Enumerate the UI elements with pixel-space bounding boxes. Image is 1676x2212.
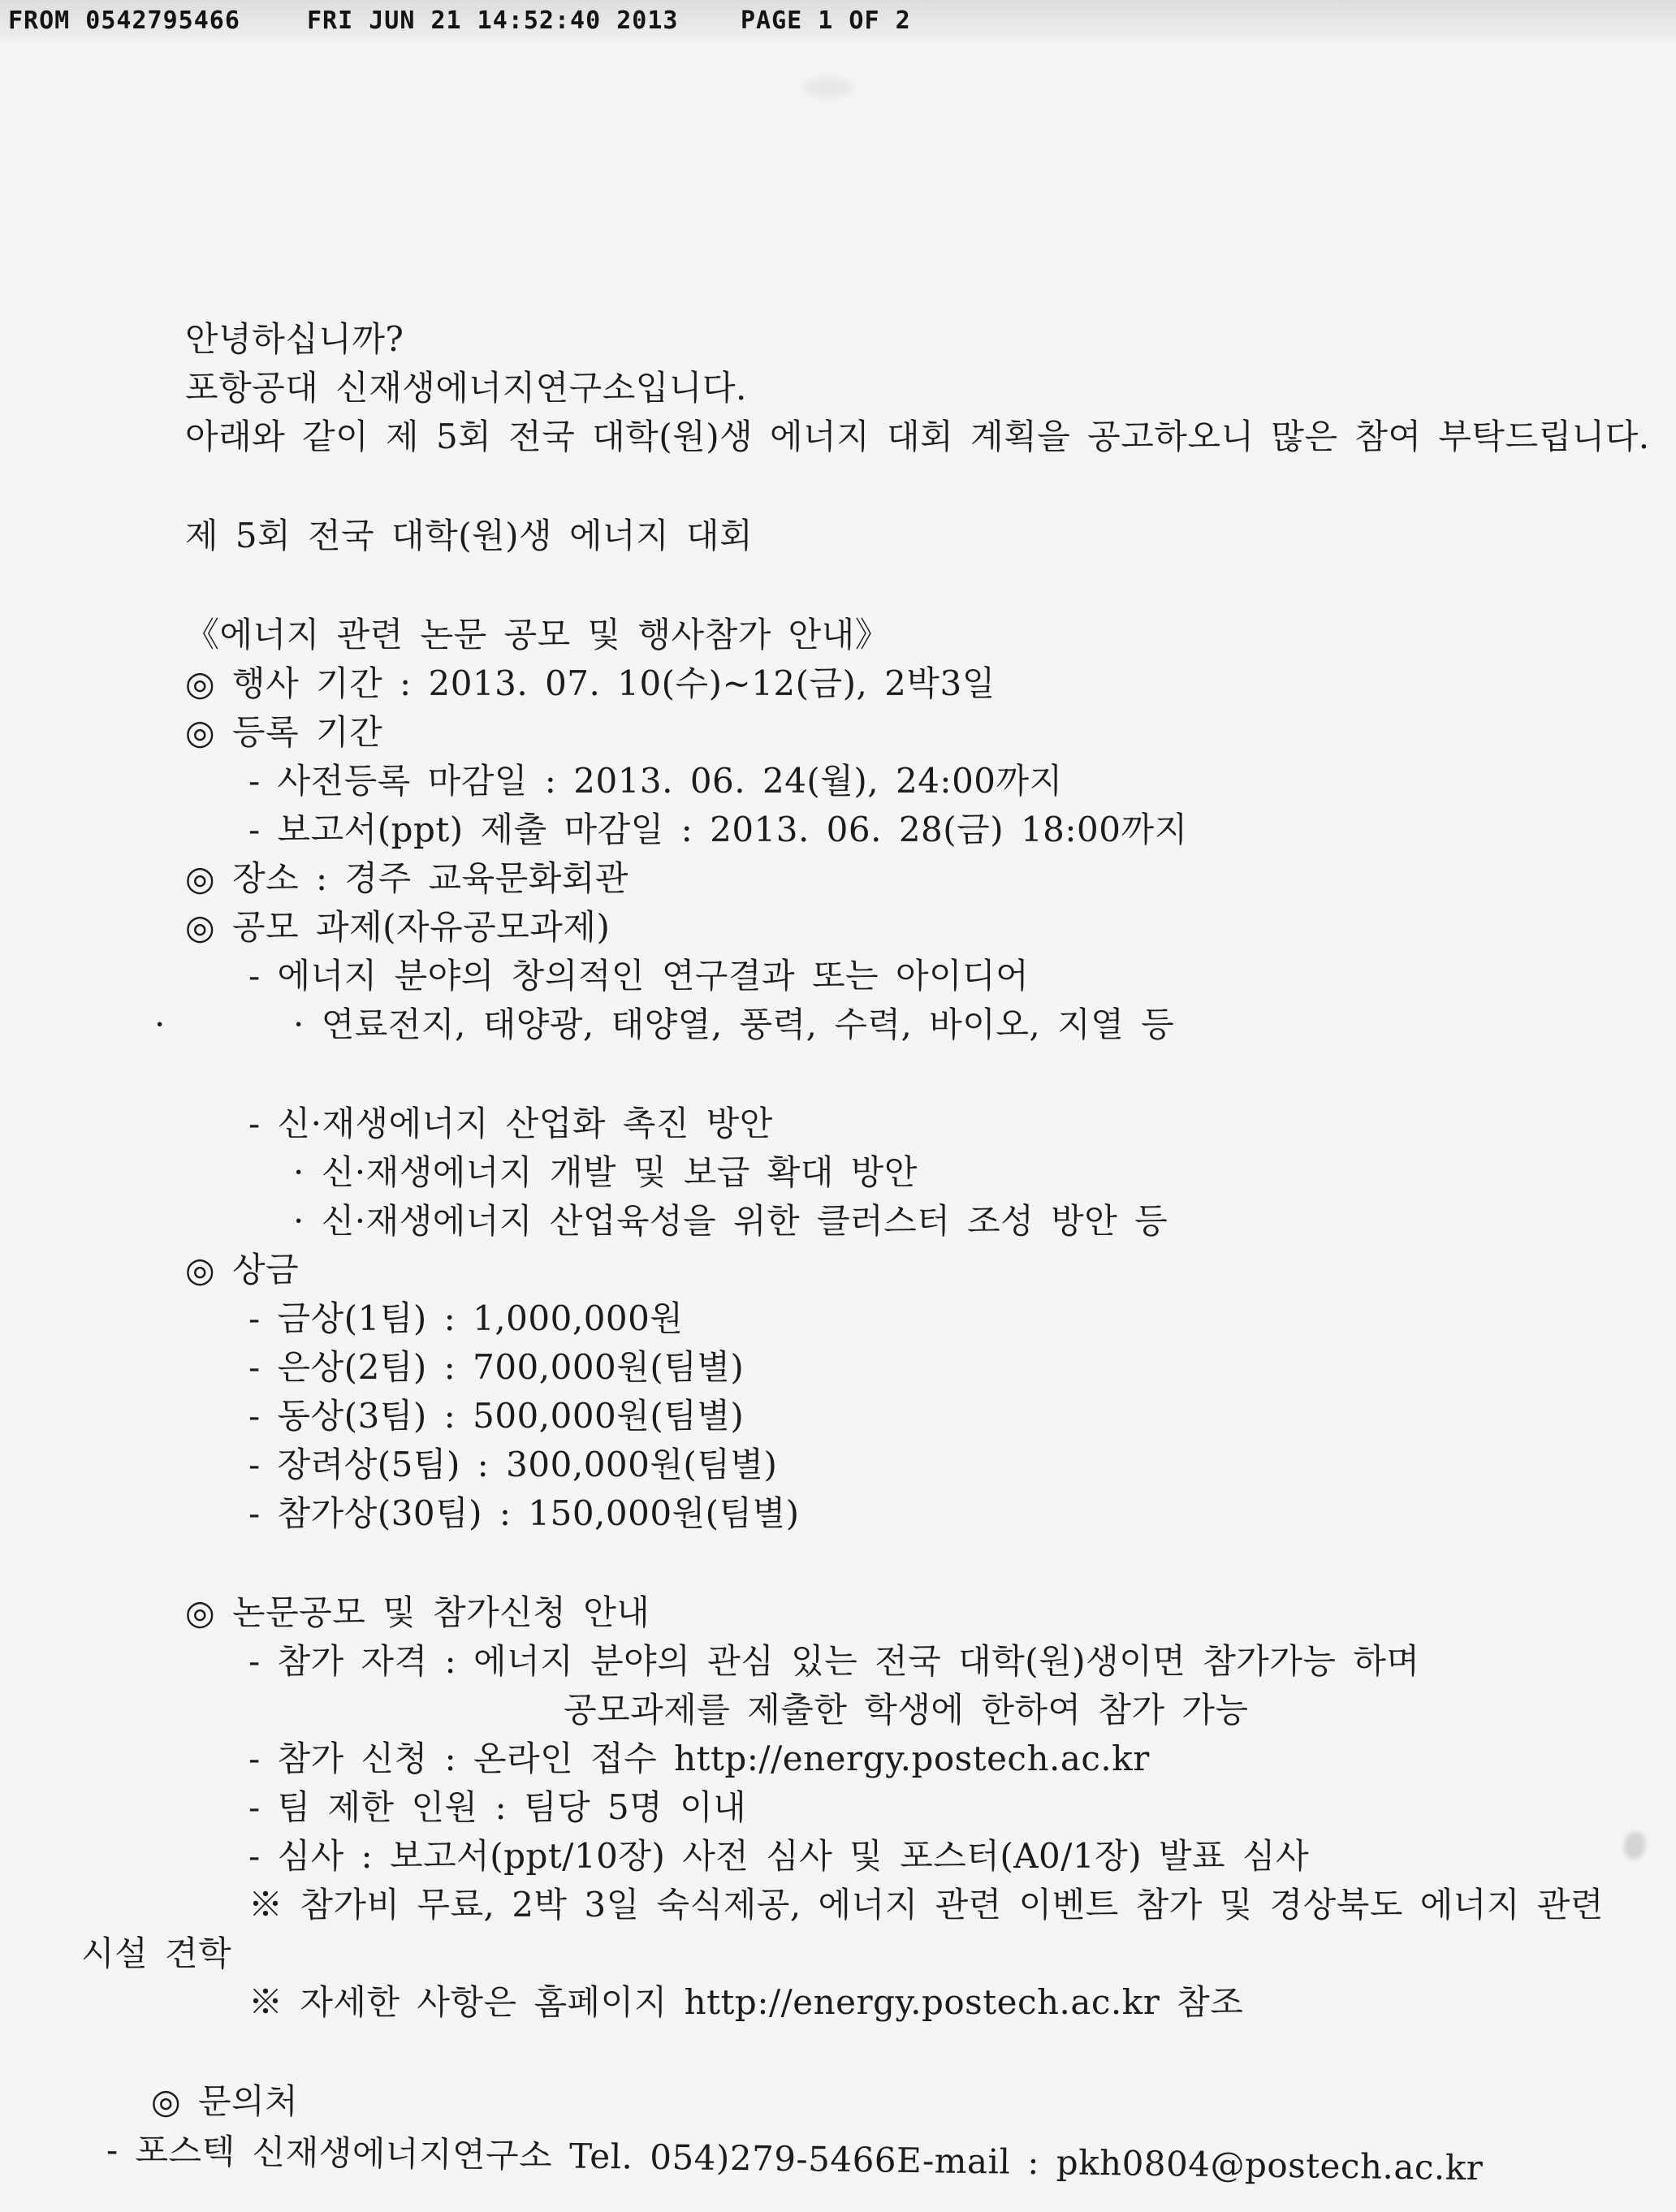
spacer: [185, 560, 1671, 611]
margin-dot: ·: [154, 1004, 166, 1044]
prize-encouragement: - 장려상(5팀) : 300,000원(팀별): [248, 1445, 778, 1484]
eligibility-continued: 공모과제를 제출한 학생에 한하여 참가 가능: [564, 1690, 1249, 1730]
free-participation-note: ※ 참가비 무료, 2박 3일 숙식제공, 에너지 관련 이벤트 참가 및 경상북도 에너지 관련: [248, 1885, 1604, 1925]
application-method-line: - 참가 신청 : 온라인 접수 http://energy.postech.ac.kr: [248, 1739, 1150, 1778]
event-period-line: ◎ 행사 기간 : 2013. 07. 10(수)~12(금), 2박3일: [185, 663, 996, 703]
greeting-line: 안녕하십니까?: [185, 319, 404, 359]
spacer: [185, 1049, 1671, 1100]
topic-energy-fields-text: · 연료전지, 태양광, 태양열, 풍력, 수력, 바이오, 지열 등: [293, 1004, 1175, 1044]
spacer: [185, 2027, 1671, 2077]
fax-page-indicator: PAGE 1 OF 2: [741, 6, 911, 35]
contact-heading: ◎ 문의처: [151, 2081, 299, 2121]
topic-energy-fields: [154, 1000, 1671, 1049]
prize-participation: - 참가상(30팀) : 150,000원(팀별): [248, 1493, 800, 1533]
eligibility-line: - 참가 자격 : 에너지 분야의 관심 있는 전국 대학(원)생이면 참가가능 하며: [248, 1641, 1420, 1681]
topic-industrialization: - 신·재생에너지 산업화 촉진 방안: [248, 1104, 773, 1143]
topic-development-supply: · 신·재생에너지 개발 및 보급 확대 방안: [293, 1152, 918, 1192]
registration-period-heading: ◎ 등록 기간: [185, 712, 383, 752]
contact-info-line: - 포스텍 신재생에너지연구소 Tel. 054)279-5466E-mail : pkh0804@postech.ac.kr: [106, 2130, 1484, 2188]
prize-heading: ◎ 상금: [185, 1250, 300, 1290]
venue-line: ◎ 장소 : 경주 교육문화회관: [185, 858, 628, 898]
fax-datetime: FRI JUN 21 14:52:40 2013: [307, 6, 679, 35]
topic-creative-idea: - 에너지 분야의 창의적인 연구결과 또는 아이디어: [248, 956, 1030, 996]
fax-sender-number: FROM 0542795466: [8, 6, 240, 35]
topic-cluster-plan: · 신·재생에너지 산업육성을 위한 클러스터 조성 방안 등: [293, 1201, 1168, 1241]
spacer: [185, 461, 1671, 512]
notice-section-title: 《에너지 관련 논문 공모 및 행사참가 안내》: [185, 615, 890, 655]
team-limit-line: - 팀 제한 인원 : 팀당 5명 이내: [248, 1787, 747, 1827]
contest-topic-heading: ◎ 공모 과제(자유공모과제): [185, 907, 611, 947]
homepage-note: ※ 자세한 사항은 홈페이지 http://energy.postech.ac.kr 참조: [248, 1982, 1244, 2022]
facility-tour-continued: 시설 견학: [81, 1933, 232, 1973]
spacer: [185, 1538, 1671, 1588]
application-heading: ◎ 논문공모 및 참가신청 안내: [185, 1592, 650, 1632]
scanned-letter-body: [81, 315, 1671, 2188]
org-intro-line: 포항공대 신재생에너지연구소입니다.: [185, 368, 747, 408]
fax-transmission-header: [0, 0, 1676, 45]
prize-silver: - 은상(2팀) : 700,000원(팀별): [248, 1347, 745, 1387]
scan-artifact: [804, 77, 853, 98]
prize-gold: - 금상(1팀) : 1,000,000원: [248, 1298, 684, 1338]
pre-registration-deadline: - 사전등록 마감일 : 2013. 06. 24(월), 24:00까지: [248, 761, 1063, 801]
announcement-line: 아래와 같이 제 5회 전국 대학(원)생 에너지 대회 계획을 공고하오니 많은 참여 부탁드립니다.: [185, 417, 1650, 456]
report-deadline: - 보고서(ppt) 제출 마감일 : 2013. 06. 28(금) 18:00까지: [248, 810, 1188, 849]
event-title: 제 5회 전국 대학(원)생 에너지 대회: [185, 516, 754, 555]
prize-bronze: - 동상(3팀) : 500,000원(팀별): [248, 1396, 745, 1436]
judging-line: - 심사 : 보고서(ppt/10장) 사전 심사 및 포스터(A0/1장) 발표 심사: [248, 1836, 1310, 1876]
